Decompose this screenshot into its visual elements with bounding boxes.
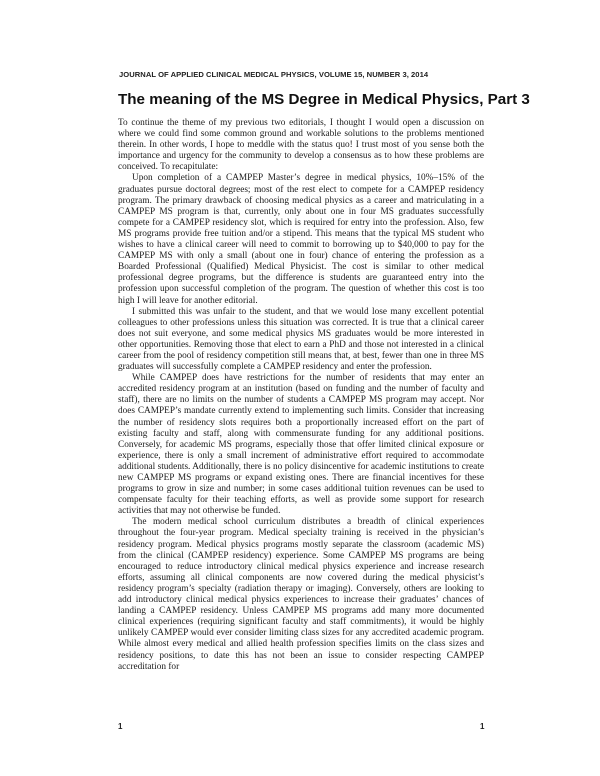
paragraph: While CAMPEP does have restrictions for the number of residents that may enter an accredited residency program at an institution (based on funding and the number of faculty and staff), there are no limits on the number of students a CAMPEP MS program may accept. Nor does CAMPEP’s mandate currently extend to implementing such limits. Consider that increasing the number of residency slots requires both a proportionally increased effort on the part of existing faculty and staff, along with commensurate funding for any additional positions. Conversely, for academic MS programs, especially those that offer limited clinical exposure or experience, there is only a small increment of administrative effort required to accommodate additional students. Additionally, there is no policy disincentive for academic institutions to create new CAMPEP MS programs or expand existing ones. There are financial incentives for these programs to grow in size and number; in some cases additional tuition revenues can be used to compensate faculty for their teaching efforts, as well as provide some support for research activities that may not otherwise be funded. — [118, 373, 484, 517]
article-title: The meaning of the MS Degree in Medical Physics, Part 3 — [118, 91, 530, 108]
page-number-right: 1 — [480, 722, 485, 731]
journal-header: JOURNAL OF APPLIED CLINICAL MEDICAL PHYSICS, VOLUME 15, NUMBER 3, 2014 — [119, 70, 429, 79]
article-body — [118, 118, 484, 673]
paragraph: I submitted this was unfair to the student, and that we would lose many excellent potential colleagues to other professions unless this situation was corrected. It is true that a clinical career does not suit everyone, and some medical physics MS graduates would be more interested in other opportunities. Removing those that elect to earn a PhD and those not interested in a clinical career from the pool of residency competition still means that, at best, fewer than one in three MS graduates will successfully complete a CAMPEP residency and enter the profession. — [118, 306, 484, 373]
page-number-left: 1 — [118, 722, 123, 731]
paragraph: Upon completion of a CAMPEP Master’s degree in medical physics, 10%–15% of the graduates pursue doctoral degrees; most of the rest elect to compete for a CAMPEP residency program. The primary drawback of choosing medical physics as a career and matriculating in a CAMPEP MS program is that, currently, only about one in four MS graduates successfully compete for a CAMPEP residency slot, which is required for entry into the profession. Also, few MS programs provide free tuition and/or a stipend. This means that the typical MS student who wishes to have a clinical career will need to commit to borrowing up to $40,000 to pay for the CAMPEP MS with only a small (about one in four) chance of entering the profession as a Boarded Professional (Qualified) Medical Physicist. The cost is similar to other medical professional degree programs, but the difference is students are guaranteed entry into the profession upon successful completion of the program. The question of whether this cost is too high I will leave for another editorial. — [118, 173, 484, 306]
paragraph: To continue the theme of my previous two editorials, I thought I would open a discussion on where we could find some common ground and workable solutions to the problems mentioned therein. In other words, I hope to meddle with the status quo! I trust most of you sense both the importance and urgency for the community to develop a consensus as to how these problems are conceived. To recapitulate: — [118, 118, 484, 173]
paragraph: The modern medical school curriculum distributes a breadth of clinical experiences throughout the four-year program. Medical specialty training is received in the physician’s residency program. Medical physics programs mostly separate the classroom (academic MS) from the clinical (CAMPEP residency) experience. Some CAMPEP MS programs are being encouraged to reduce introductory clinical medical physics experience and increase research efforts, assuming all clinical components are now covered during the medical physicist’s residency program’s specialty (radiation therapy or imaging). Conversely, others are looking to add introductory clinical medical physics experiences to increase their graduates’ chances of landing a CAMPEP residency. Unless CAMPEP MS programs add many more documented clinical experiences (requiring significant faculty and staff commitments), it would be highly unlikely CAMPEP would ever consider limiting class sizes for any accredited academic program. While almost every medical and allied health profession specifies limits on the class sizes and residency positions, to date this has not been an issue to consider respecting CAMPEP accreditation for — [118, 517, 484, 672]
